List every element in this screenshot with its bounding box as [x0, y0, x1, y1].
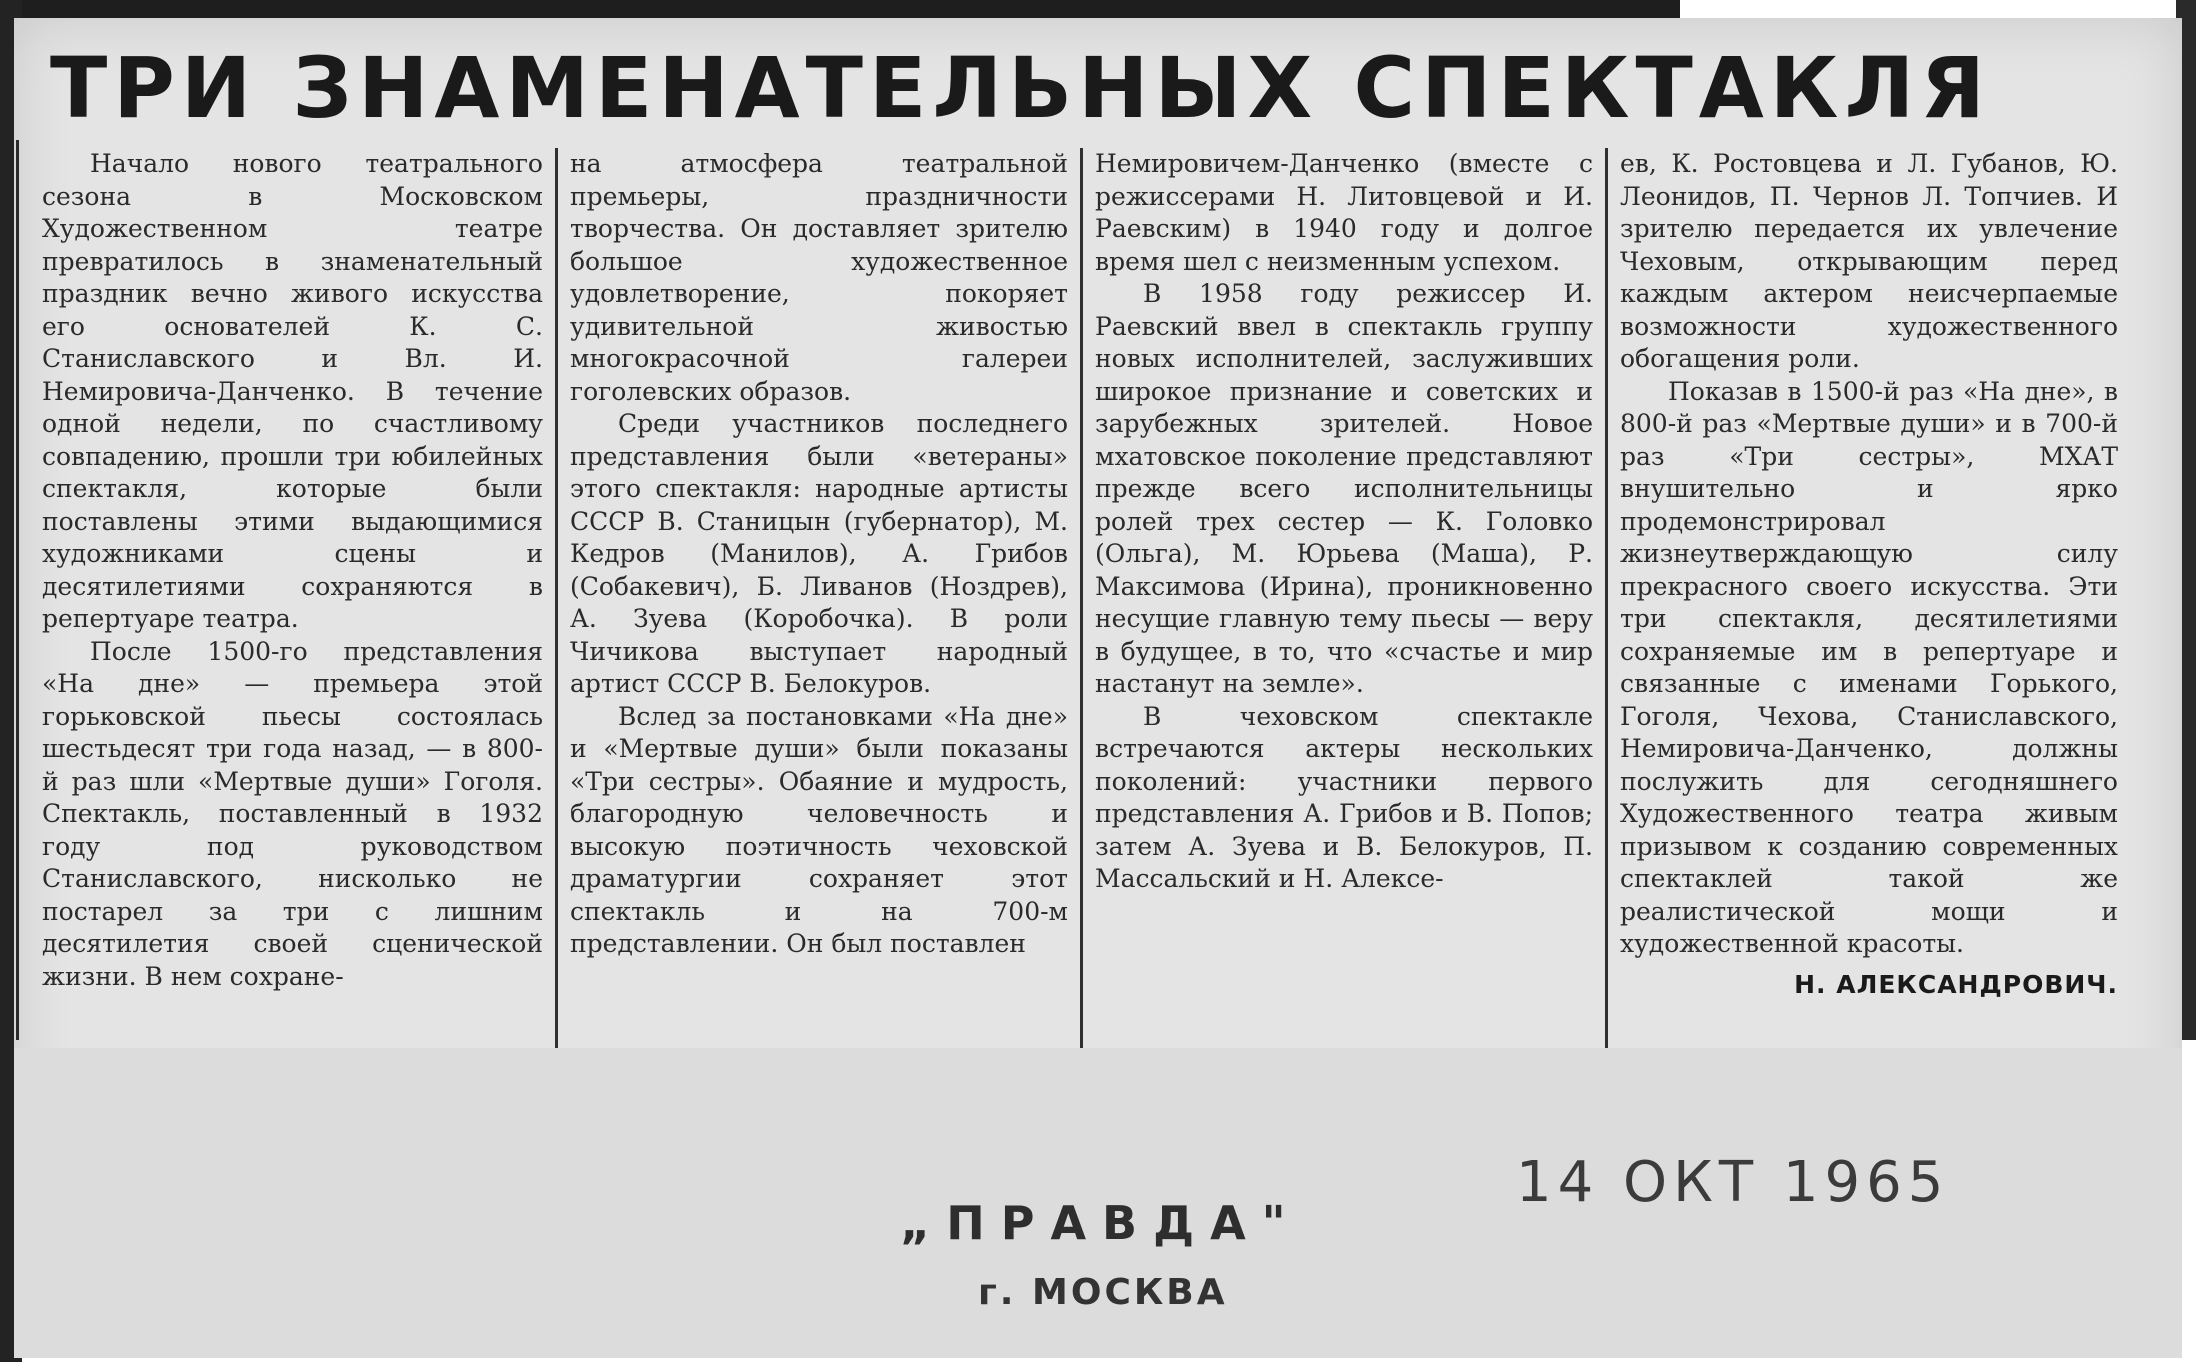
- article-column-1: [30, 148, 555, 1048]
- article-column-4: [1605, 148, 2130, 1048]
- date-stamp: 14 ОКТ 1965: [1516, 1150, 1950, 1215]
- article-column-3: [1080, 148, 1605, 1048]
- article-paragraph: В чеховском спектакле встречаются актеры нескольких поколений: участники первого представления А. Грибов и В. Попов; затем А. Зуева и В. Белокуров, П. Массальский и Н. Алексе-: [1095, 701, 1593, 893]
- article-paragraph: Начало нового театрального сезона в Московском Художественном театре превратилось в знаменательный праздник вечно живого искусства его основателей К. С. Станиславского и Вл. И. Немировича-Данченко. В течение одной недели, по счастливому совпадению, прошли три юбилейных спектакля, которые были поставлены этими выдающимися художниками сцены и десятилетиями сохраняются в репертуаре театра.: [42, 149, 543, 633]
- article-paragraph: Показав в 1500-й раз «На дне», в 800-й раз «Мертвые души» и в 700-й раз «Три сестры», МХАТ внушительно и ярко продемонстрировал жизнеутверждающую силу прекрасного своего искусства. Эти три спектакля, десятилетиями сохраняемые им в репертуаре и связанные с именами Горького, Гоголя, Чехова, Станиславского, Немировича-Данченко, должны послужить для сегодняшнего Художественного театра живым призывом к созданию современных спектаклей такой же реалистической мощи и художественной красоты.: [1620, 376, 2118, 958]
- article-paragraph: После 1500-го представления «На дне» — премьера этой горьковской пьесы состоялась шестьдесят три года назад, — в 800-й раз шли «Мертвые души» Гоголя. Спектакль, поставленный в 1932 году под руководством Станиславского, нисколько не постарел за три с лишним десятилетия своей сценической жизни. В нем сохране-: [42, 636, 543, 991]
- article-headline: ТРИ ЗНАМЕНАТЕЛЬНЫХ СПЕКТАКЛЯ: [50, 39, 1991, 137]
- article-column-2: [555, 148, 1080, 1048]
- author-signature: Н. АЛЕКСАНДРОВИЧ.: [1794, 969, 2118, 999]
- article-paragraph: на атмосфера театральной премьеры, праздничности творчества. Он доставляет зрителю большое художественное удовлетворение, покоряет удивительной живостью многокрасочной галереи гоголевских образов.: [570, 149, 1068, 406]
- article-body: [30, 148, 2150, 1048]
- newspaper-city: г. МОСКВА: [978, 1272, 1228, 1313]
- article-paragraph: Среди участников последнего представления были «ветераны» этого спектакля: народные артисты СССР В. Станицын (губернатор), М. Кедров (Манилов), А. Грибов (Собакевич), Б. Ливанов (Ноздрев), А. Зуева (Коробочка). В роли Чичикова выступает народный артист СССР В. Белокуров.: [570, 409, 1068, 698]
- newspaper-name: „ПРАВДА": [900, 1196, 1302, 1250]
- article-paragraph: Немировичем-Данченко (вместе с режиссерами Н. Литовцевой и И. Раевским) в 1940 году и долгое время шел с неизменным успехом.: [1095, 149, 1593, 276]
- left-column-rule: [16, 140, 19, 1040]
- article-paragraph: Вслед за постановками «На дне» и «Мертвые души» были показаны «Три сестры». Обаяние и мудрость, благородную человечность и высокую поэтичность чеховской драматургии сохраняет этот спектакль и на 700-м представлении. Он был поставлен: [570, 701, 1068, 958]
- article-paragraph: В 1958 году режиссер И. Раевский ввел в спектакль группу новых исполнителей, заслуживших широкое признание и советских и зарубежных зрителей. Новое мхатовское поколение представляют прежде всего исполнительницы ролей трех сестер — К. Головко (Ольга), М. Юрьева (Маша), Р. Максимова (Ирина), проникновенно несущие главную тему пьесы — веру в будущее, в то, что «счастье и мир настанут на земле».: [1095, 279, 1593, 698]
- article-paragraph: ев, К. Ростовцева и Л. Губанов, Ю. Леонидов, П. Чернов Л. Топчиев. И зрителю передается их увлечение Чеховым, открывающим перед каждым актером неисчерпаемые возможности художественного обогащения роли.: [1620, 149, 2118, 373]
